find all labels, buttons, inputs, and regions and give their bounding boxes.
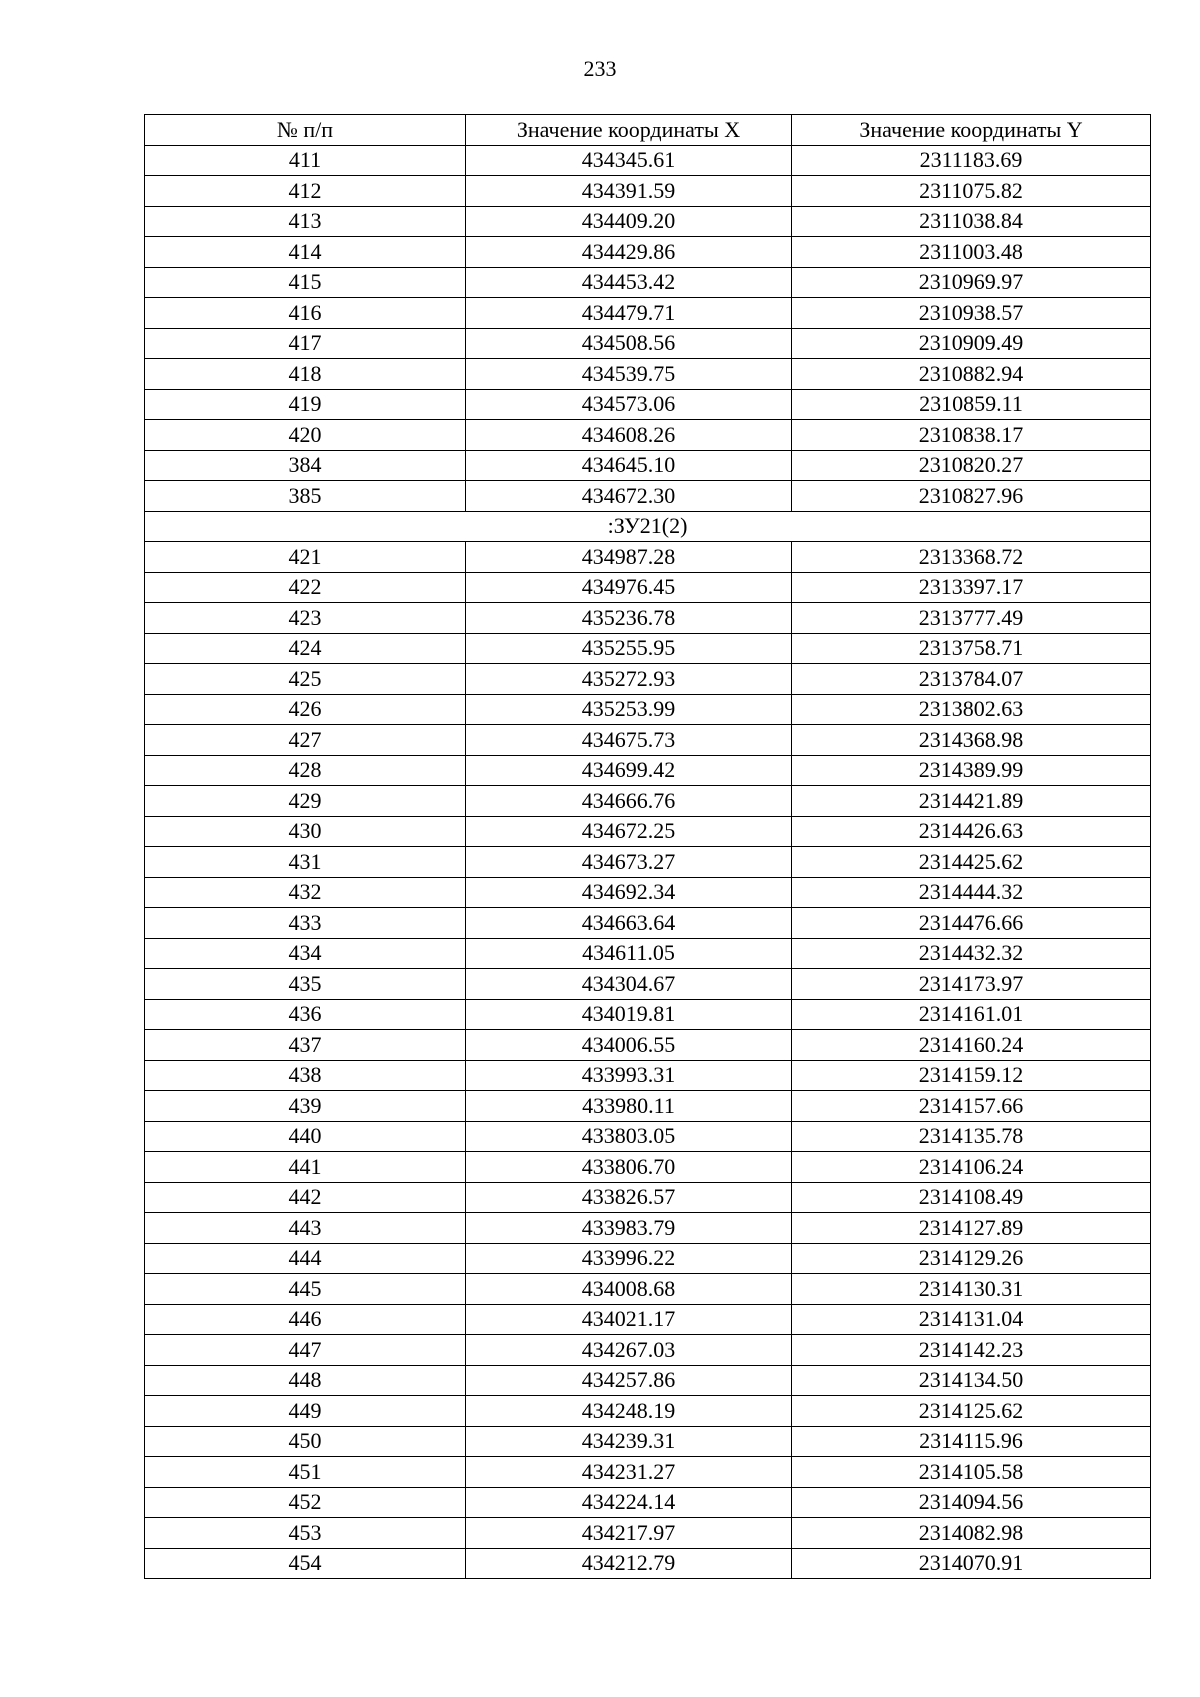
table-row <box>145 542 1151 573</box>
cell-x: 434675.73 <box>466 725 792 756</box>
cell-y: 2313777.49 <box>792 603 1151 634</box>
cell-x: 434257.86 <box>466 1365 792 1396</box>
cell-number: 421 <box>145 542 466 573</box>
table-row <box>145 298 1151 329</box>
cell-x: 434645.10 <box>466 450 792 481</box>
cell-number: 413 <box>145 206 466 237</box>
cell-number: 427 <box>145 725 466 756</box>
table-row <box>145 206 1151 237</box>
cell-x: 434508.56 <box>466 328 792 359</box>
cell-y: 2314368.98 <box>792 725 1151 756</box>
cell-number: 426 <box>145 694 466 725</box>
table-row <box>145 237 1151 268</box>
table-header <box>145 115 1151 146</box>
cell-y: 2310969.97 <box>792 267 1151 298</box>
cell-number: 453 <box>145 1518 466 1549</box>
cell-x: 434672.25 <box>466 816 792 847</box>
table-row <box>145 1152 1151 1183</box>
cell-y: 2310859.11 <box>792 389 1151 420</box>
cell-y: 2314476.66 <box>792 908 1151 939</box>
cell-x: 433803.05 <box>466 1121 792 1152</box>
cell-number: 414 <box>145 237 466 268</box>
cell-x: 434267.03 <box>466 1335 792 1366</box>
header-row <box>145 115 1151 146</box>
table-row <box>145 1304 1151 1335</box>
cell-x: 434611.05 <box>466 938 792 969</box>
cell-number: 449 <box>145 1396 466 1427</box>
cell-x: 434692.34 <box>466 877 792 908</box>
table-row <box>145 969 1151 1000</box>
cell-number: 384 <box>145 450 466 481</box>
table-row <box>145 481 1151 512</box>
cell-x: 433983.79 <box>466 1213 792 1244</box>
cell-x: 434212.79 <box>466 1548 792 1579</box>
cell-x: 434699.42 <box>466 755 792 786</box>
table-row <box>145 1243 1151 1274</box>
cell-number: 454 <box>145 1548 466 1579</box>
cell-y: 2314425.62 <box>792 847 1151 878</box>
header-x: Значение координаты X <box>466 115 792 146</box>
cell-x: 434021.17 <box>466 1304 792 1335</box>
cell-number: 436 <box>145 999 466 1030</box>
cell-y: 2314125.62 <box>792 1396 1151 1427</box>
cell-y: 2314389.99 <box>792 755 1151 786</box>
table-row <box>145 359 1151 390</box>
table-row <box>145 755 1151 786</box>
cell-x: 434391.59 <box>466 176 792 207</box>
table-row <box>145 1091 1151 1122</box>
table-row <box>145 450 1151 481</box>
cell-x: 434217.97 <box>466 1518 792 1549</box>
cell-number: 433 <box>145 908 466 939</box>
table-row <box>145 1182 1151 1213</box>
cell-y: 2310838.17 <box>792 420 1151 451</box>
cell-x: 434224.14 <box>466 1487 792 1518</box>
cell-x: 434231.27 <box>466 1457 792 1488</box>
cell-y: 2314130.31 <box>792 1274 1151 1305</box>
cell-number: 438 <box>145 1060 466 1091</box>
cell-x: 433980.11 <box>466 1091 792 1122</box>
cell-number: 423 <box>145 603 466 634</box>
table-row <box>145 1121 1151 1152</box>
table-row <box>145 572 1151 603</box>
cell-number: 415 <box>145 267 466 298</box>
cell-number: 442 <box>145 1182 466 1213</box>
table-row <box>145 145 1151 176</box>
cell-number: 419 <box>145 389 466 420</box>
table-row <box>145 328 1151 359</box>
cell-number: 443 <box>145 1213 466 1244</box>
cell-number: 431 <box>145 847 466 878</box>
cell-y: 2314108.49 <box>792 1182 1151 1213</box>
table-row <box>145 1060 1151 1091</box>
cell-y: 2310882.94 <box>792 359 1151 390</box>
cell-x: 434987.28 <box>466 542 792 573</box>
cell-x: 434479.71 <box>466 298 792 329</box>
page-number: 233 <box>583 56 617 81</box>
cell-x: 434006.55 <box>466 1030 792 1061</box>
cell-y: 2313368.72 <box>792 542 1151 573</box>
cell-x: 433806.70 <box>466 1152 792 1183</box>
cell-number: 447 <box>145 1335 466 1366</box>
cell-x: 435255.95 <box>466 633 792 664</box>
cell-x: 434608.26 <box>466 420 792 451</box>
cell-x: 435236.78 <box>466 603 792 634</box>
table-row <box>145 786 1151 817</box>
cell-number: 444 <box>145 1243 466 1274</box>
cell-number: 440 <box>145 1121 466 1152</box>
cell-number: 385 <box>145 481 466 512</box>
table-row <box>145 267 1151 298</box>
table-row <box>145 725 1151 756</box>
cell-y: 2311003.48 <box>792 237 1151 268</box>
cell-number: 435 <box>145 969 466 1000</box>
table-row <box>145 877 1151 908</box>
cell-y: 2314421.89 <box>792 786 1151 817</box>
cell-y: 2314161.01 <box>792 999 1151 1030</box>
cell-x: 434409.20 <box>466 206 792 237</box>
table-row <box>145 1274 1151 1305</box>
cell-number: 451 <box>145 1457 466 1488</box>
cell-y: 2313758.71 <box>792 633 1151 664</box>
table-row <box>145 1518 1151 1549</box>
cell-x: 434673.27 <box>466 847 792 878</box>
section-header-row <box>145 511 1151 542</box>
table-row <box>145 1213 1151 1244</box>
cell-number: 411 <box>145 145 466 176</box>
cell-x: 434663.64 <box>466 908 792 939</box>
cell-y: 2313802.63 <box>792 694 1151 725</box>
cell-y: 2310938.57 <box>792 298 1151 329</box>
cell-x: 434019.81 <box>466 999 792 1030</box>
cell-number: 422 <box>145 572 466 603</box>
cell-y: 2314082.98 <box>792 1518 1151 1549</box>
cell-number: 441 <box>145 1152 466 1183</box>
cell-x: 434539.75 <box>466 359 792 390</box>
cell-number: 432 <box>145 877 466 908</box>
cell-y: 2310909.49 <box>792 328 1151 359</box>
cell-y: 2314135.78 <box>792 1121 1151 1152</box>
table-row <box>145 176 1151 207</box>
table-row <box>145 420 1151 451</box>
cell-number: 430 <box>145 816 466 847</box>
cell-x: 433996.22 <box>466 1243 792 1274</box>
cell-y: 2314159.12 <box>792 1060 1151 1091</box>
table-row <box>145 694 1151 725</box>
cell-x: 434008.68 <box>466 1274 792 1305</box>
cell-number: 418 <box>145 359 466 390</box>
table-row <box>145 999 1151 1030</box>
header-number: № п/п <box>145 115 466 146</box>
cell-y: 2311038.84 <box>792 206 1151 237</box>
table-row <box>145 1548 1151 1579</box>
cell-y: 2311075.82 <box>792 176 1151 207</box>
cell-x: 434976.45 <box>466 572 792 603</box>
cell-x: 433826.57 <box>466 1182 792 1213</box>
cell-y: 2314115.96 <box>792 1426 1151 1457</box>
cell-x: 434429.86 <box>466 237 792 268</box>
cell-x: 434304.67 <box>466 969 792 1000</box>
cell-y: 2314106.24 <box>792 1152 1151 1183</box>
cell-y: 2311183.69 <box>792 145 1151 176</box>
header-y: Значение координаты Y <box>792 115 1151 146</box>
cell-y: 2314426.63 <box>792 816 1151 847</box>
coordinates-table <box>144 114 1151 1579</box>
cell-x: 434239.31 <box>466 1426 792 1457</box>
cell-y: 2313784.07 <box>792 664 1151 695</box>
table-row <box>145 1396 1151 1427</box>
cell-y: 2314157.66 <box>792 1091 1151 1122</box>
table-row <box>145 1030 1151 1061</box>
table-row <box>145 1365 1151 1396</box>
cell-number: 420 <box>145 420 466 451</box>
table-row <box>145 847 1151 878</box>
cell-number: 452 <box>145 1487 466 1518</box>
table-row <box>145 633 1151 664</box>
table-row <box>145 1487 1151 1518</box>
cell-number: 450 <box>145 1426 466 1457</box>
cell-x: 434573.06 <box>466 389 792 420</box>
cell-number: 412 <box>145 176 466 207</box>
table-row <box>145 816 1151 847</box>
cell-y: 2314131.04 <box>792 1304 1151 1335</box>
table-row <box>145 1426 1151 1457</box>
cell-x: 434672.30 <box>466 481 792 512</box>
cell-y: 2314142.23 <box>792 1335 1151 1366</box>
cell-number: 425 <box>145 664 466 695</box>
cell-number: 446 <box>145 1304 466 1335</box>
cell-y: 2314444.32 <box>792 877 1151 908</box>
table-body <box>145 145 1151 1579</box>
cell-y: 2310827.96 <box>792 481 1151 512</box>
cell-number: 428 <box>145 755 466 786</box>
table-row <box>145 1457 1151 1488</box>
cell-y: 2314432.32 <box>792 938 1151 969</box>
cell-x: 434666.76 <box>466 786 792 817</box>
section-title: :ЗУ21(2) <box>145 511 1151 542</box>
cell-y: 2314160.24 <box>792 1030 1151 1061</box>
cell-y: 2314105.58 <box>792 1457 1151 1488</box>
cell-x: 434248.19 <box>466 1396 792 1427</box>
table-row <box>145 908 1151 939</box>
table-row <box>145 664 1151 695</box>
cell-number: 445 <box>145 1274 466 1305</box>
cell-y: 2314127.89 <box>792 1213 1151 1244</box>
cell-x: 433993.31 <box>466 1060 792 1091</box>
cell-y: 2314173.97 <box>792 969 1151 1000</box>
cell-x: 434345.61 <box>466 145 792 176</box>
cell-number: 434 <box>145 938 466 969</box>
cell-number: 429 <box>145 786 466 817</box>
cell-y: 2314129.26 <box>792 1243 1151 1274</box>
cell-y: 2314094.56 <box>792 1487 1151 1518</box>
cell-x: 435272.93 <box>466 664 792 695</box>
cell-number: 416 <box>145 298 466 329</box>
cell-number: 439 <box>145 1091 466 1122</box>
cell-y: 2313397.17 <box>792 572 1151 603</box>
cell-number: 424 <box>145 633 466 664</box>
cell-number: 448 <box>145 1365 466 1396</box>
table-row <box>145 938 1151 969</box>
table-row <box>145 389 1151 420</box>
cell-x: 435253.99 <box>466 694 792 725</box>
cell-number: 437 <box>145 1030 466 1061</box>
table-row <box>145 1335 1151 1366</box>
table-row <box>145 603 1151 634</box>
cell-number: 417 <box>145 328 466 359</box>
cell-x: 434453.42 <box>466 267 792 298</box>
cell-y: 2314134.50 <box>792 1365 1151 1396</box>
cell-y: 2310820.27 <box>792 450 1151 481</box>
cell-y: 2314070.91 <box>792 1548 1151 1579</box>
